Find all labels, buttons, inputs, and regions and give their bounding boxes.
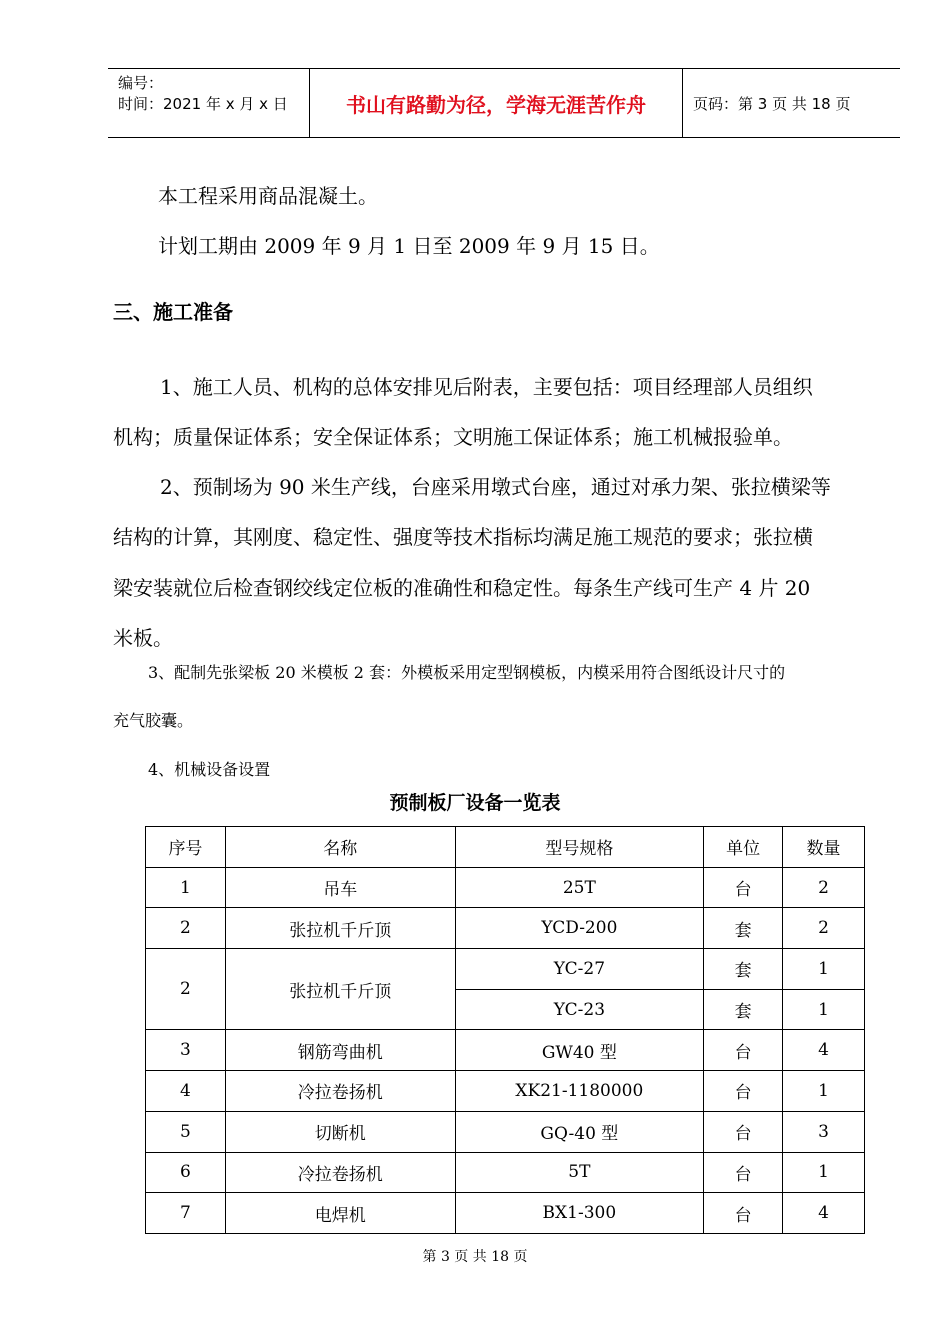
table-cell: YCD-200 <box>455 908 704 949</box>
table-cell: XK21-1180000 <box>455 1071 704 1112</box>
paragraph: 3、配制先张梁板 20 米模板 2 套：外模板采用定型钢模板，内模采用符合图纸设计尺寸的 <box>148 663 786 682</box>
page-footer: 第 3 页 共 18 页 <box>422 1249 528 1265</box>
paragraph: 充气胶囊。 <box>113 711 194 730</box>
table-title: 预制板厂设备一览表 <box>389 792 561 814</box>
table-row <box>146 949 865 990</box>
header-cell: 单位 <box>704 827 783 868</box>
table-cell: 5T <box>455 1152 704 1193</box>
table-cell: 张拉机千斤顶 <box>225 908 455 949</box>
paragraph: 计划工期由 2009 年 9 月 1 日至 2009 年 9 月 15 日。 <box>158 234 660 258</box>
table-cell: 套 <box>704 949 783 990</box>
doc-number-label: 编号： <box>118 74 164 92</box>
table-row <box>146 1071 865 1112</box>
table-cell: 台 <box>704 1111 783 1152</box>
table-cell: 2 <box>783 908 865 949</box>
table-cell: GW40 型 <box>455 1030 704 1071</box>
table-cell: YC-27 <box>455 949 704 990</box>
paragraph: 米板。 <box>113 626 173 650</box>
header-slogan: 书山有路勤为径，学海无涯苦作舟 <box>310 69 683 137</box>
table-row <box>146 1111 865 1152</box>
table-row <box>146 1030 865 1071</box>
table-row <box>146 908 865 949</box>
table-cell: 3 <box>783 1111 865 1152</box>
table-cell: 4 <box>146 1071 226 1112</box>
table-cell: 4 <box>783 1030 865 1071</box>
table-cell: 1 <box>783 949 865 990</box>
paragraph: 梁安装就位后检查钢绞线定位板的准确性和稳定性。每条生产线可生产 4 片 20 <box>113 576 811 600</box>
table-cell: 钢筋弯曲机 <box>225 1030 455 1071</box>
table-cell: 吊车 <box>225 867 455 908</box>
section-title: 三、施工准备 <box>113 300 233 324</box>
header-cell: 名称 <box>225 827 455 868</box>
table-cell: 1 <box>783 989 865 1030</box>
header-page-info: 页码：第 3 页 共 18 页 <box>693 94 851 113</box>
table-cell: 电焊机 <box>225 1193 455 1234</box>
table-row <box>146 1152 865 1193</box>
table-header-row <box>146 827 865 868</box>
table-cell: 1 <box>783 1152 865 1193</box>
table-row <box>146 1193 865 1234</box>
table-cell: 台 <box>704 1071 783 1112</box>
table-cell: 套 <box>704 908 783 949</box>
table-cell: 2 <box>146 908 226 949</box>
header-meta <box>108 69 310 137</box>
paragraph: 本工程采用商品混凝土。 <box>158 184 378 208</box>
table-cell: 套 <box>704 989 783 1030</box>
table-row <box>146 867 865 908</box>
table-cell: 2 <box>783 867 865 908</box>
header-cell: 数量 <box>783 827 865 868</box>
header-cell: 型号规格 <box>455 827 704 868</box>
paragraph: 1、施工人员、机构的总体安排见后附表，主要包括：项目经理部人员组织 <box>160 375 813 399</box>
table-cell: BX1-300 <box>455 1193 704 1234</box>
table-cell: 台 <box>704 1152 783 1193</box>
table-cell: 台 <box>704 1193 783 1234</box>
paragraph: 机构；质量保证体系；安全保证体系；文明施工保证体系；施工机械报验单。 <box>113 425 793 449</box>
table-cell: 台 <box>704 867 783 908</box>
table-cell: 冷拉卷扬机 <box>225 1152 455 1193</box>
table-cell: YC-23 <box>455 989 704 1030</box>
table-cell: 张拉机千斤顶 <box>225 949 455 1030</box>
table-cell: 6 <box>146 1152 226 1193</box>
paragraph: 2、预制场为 90 米生产线，台座采用墩式台座，通过对承力架、张拉横梁等 <box>160 475 831 499</box>
table-cell: 7 <box>146 1193 226 1234</box>
table-cell: 2 <box>146 949 226 1030</box>
header-cell: 序号 <box>146 827 226 868</box>
page-header <box>108 68 900 138</box>
table-cell: 25T <box>455 867 704 908</box>
table-cell: 台 <box>704 1030 783 1071</box>
table-cell: 1 <box>783 1071 865 1112</box>
table-cell: GQ-40 型 <box>455 1111 704 1152</box>
table-cell: 3 <box>146 1030 226 1071</box>
table-cell: 5 <box>146 1111 226 1152</box>
paragraph: 4、机械设备设置 <box>148 760 271 779</box>
table-cell: 冷拉卷扬机 <box>225 1071 455 1112</box>
paragraph: 结构的计算，其刚度、稳定性、强度等技术指标均满足施工规范的要求；张拉横 <box>113 525 813 549</box>
table-cell: 切断机 <box>225 1111 455 1152</box>
equipment-table <box>145 826 865 1234</box>
table-cell: 4 <box>783 1193 865 1234</box>
doc-date: 时间：2021 年 x 月 x 日 <box>118 95 288 113</box>
table-cell: 1 <box>146 867 226 908</box>
